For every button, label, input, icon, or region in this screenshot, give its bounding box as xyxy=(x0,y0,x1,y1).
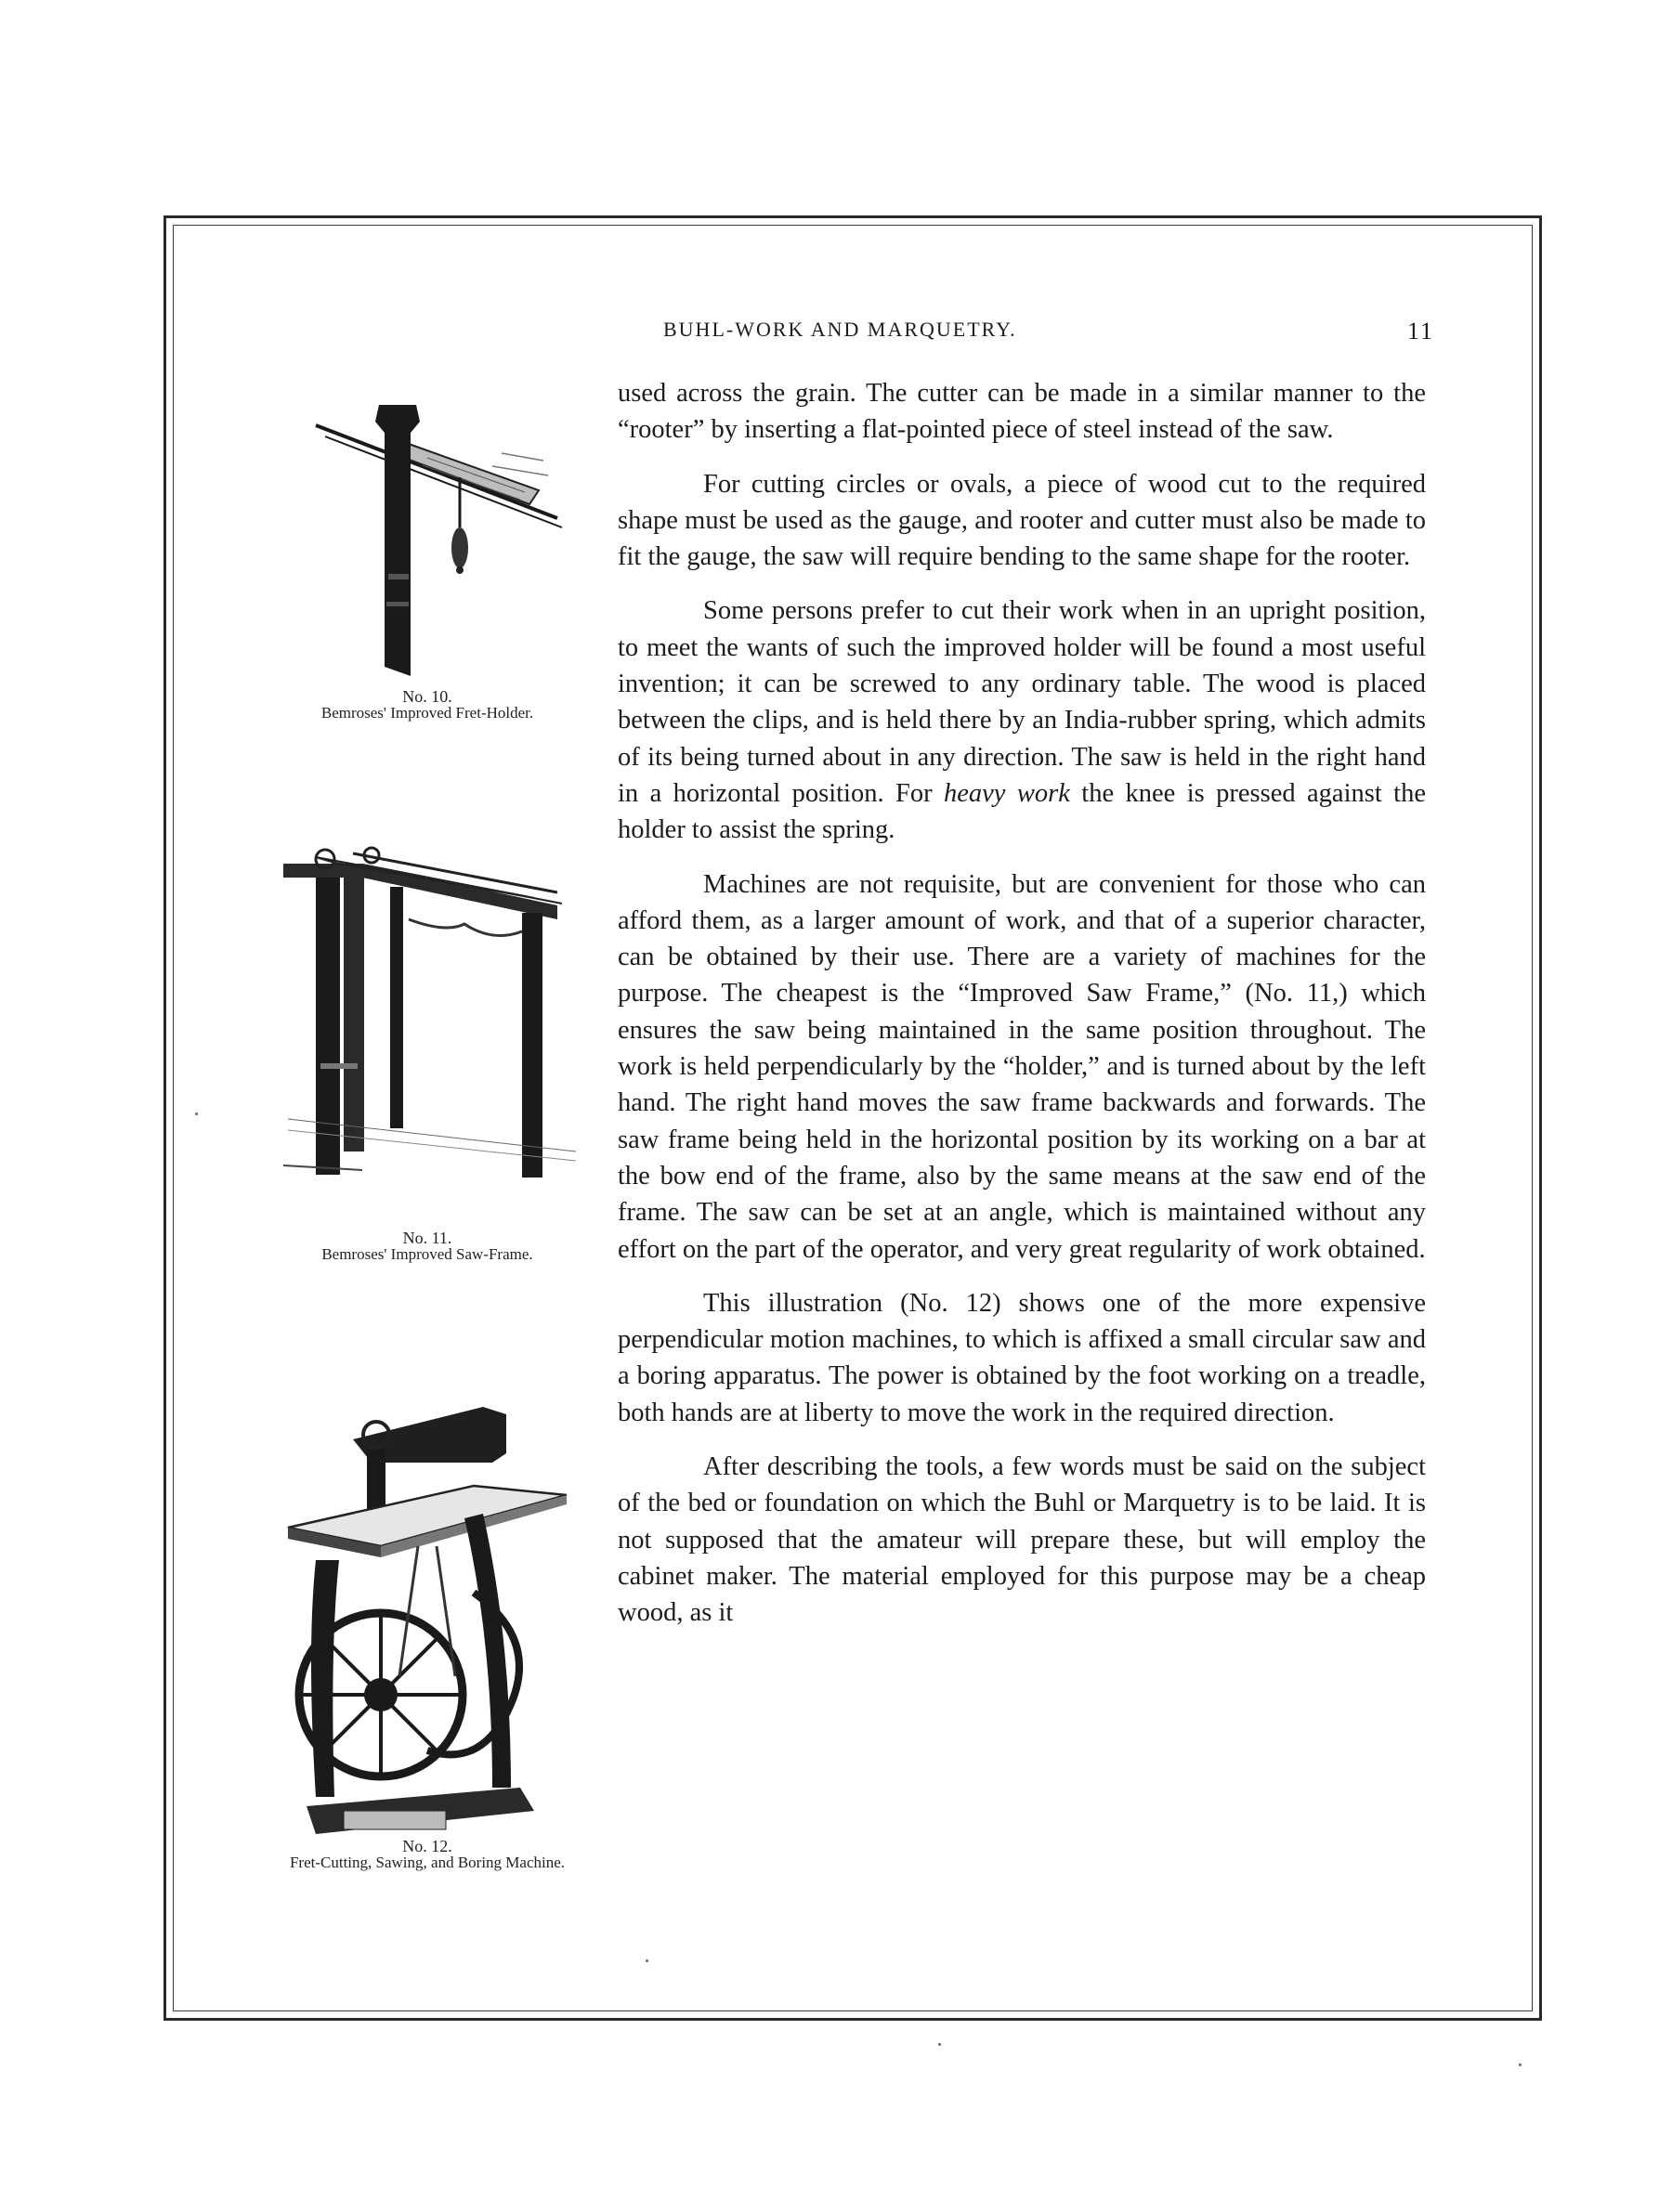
paragraph-3 xyxy=(618,592,1426,848)
paragraph-3-text-end: the knee is pressed against the holder to assist the spring. xyxy=(618,778,1426,845)
paragraph-5: This illustration (No. 12) shows one of the more expensive perpendicular motion machines, to which is affixed a small circular saw and a boring apparatus. The power is obtained by the foot working on a treadle, both hands are at liberty to move the work in the required direction. xyxy=(618,1288,1426,1427)
figure-12-number: No. 12. xyxy=(402,1837,452,1855)
figure-11-number: No. 11. xyxy=(402,1229,452,1247)
running-title: BUHL-WORK AND MARQUETRY. xyxy=(663,318,1017,341)
print-speck xyxy=(195,1113,198,1115)
figure-11-title: Bemroses' Improved Saw-Frame. xyxy=(321,1245,533,1263)
figure-10-number: No. 10. xyxy=(402,687,452,706)
paragraph-4: Machines are not requisite, but are convenient for those who can afford them, as a larger amount of work, and that of a superior character, can be obtained by their use. There are a variety of machines for the purpose. The cheapest is the “Improved Saw Frame,” (No. 11,) which ensures the saw being maintained in the same position throughout. The work is held perpendicularly by the “holder,” and is turned about by the left hand. The right hand moves the saw frame backwards and forwards. The saw frame being held in the horizontal position by its working on a bar at the bow end of the frame, also by the same means at the saw end of the frame. The saw can be set at an angle, which is maintained without any effort on the part of the operator, and very great regularity of work obtained. xyxy=(618,869,1426,1264)
saw-frame-illustration xyxy=(279,840,585,1184)
fret-holder-illustration xyxy=(307,388,567,685)
figure-10-title: Bemroses' Improved Fret-Holder. xyxy=(320,704,534,722)
italic-phrase: heavy work xyxy=(944,778,1070,808)
treadle-machine-illustration xyxy=(279,1398,576,1853)
print-speck xyxy=(646,1959,648,1962)
running-head xyxy=(617,312,1434,349)
page-number: 11 xyxy=(1406,318,1434,345)
paragraph-2: For cutting circles or ovals, a piece of wood cut to the required shape must be used as the gauge, and rooter and cutter must also be made to fit the gauge, the saw will require bending to the same shape for the rooter. xyxy=(618,469,1426,572)
paragraph-3-text: Some persons prefer to cut their work when in an upright position, to meet the wants of such the improved holder will be found a most useful invention; it can be screwed to any ordinary table. The wood is placed between the clips, and is held there by an India-rubber spring, which admits of its being turned about in any direction. The saw is held in the right hand in a horizontal position. For xyxy=(618,596,1426,808)
figure-11-caption xyxy=(279,1230,576,1262)
paragraph-6: After describing the tools, a few words must be said on the subject of the bed or foundation on which the Buhl or Marquetry is to be laid. It is not supposed that the amateur will prepare these, but will employ the cabinet maker. The material employed for this purpose may be a cheap wood, as it xyxy=(618,1452,1426,1628)
paragraph-1: used across the grain. The cutter can be made in a similar manner to the “rooter” by inserting a flat-pointed piece of steel instead of the saw. xyxy=(618,379,1426,445)
body-text xyxy=(618,375,1426,1649)
print-speck xyxy=(1519,2063,1522,2066)
figure-12-caption xyxy=(279,1839,576,1870)
print-speck xyxy=(938,2043,941,2046)
figure-12-title: Fret-Cutting, Sawing, and Boring Machine. xyxy=(289,1854,566,1871)
figure-10-caption xyxy=(279,689,576,721)
